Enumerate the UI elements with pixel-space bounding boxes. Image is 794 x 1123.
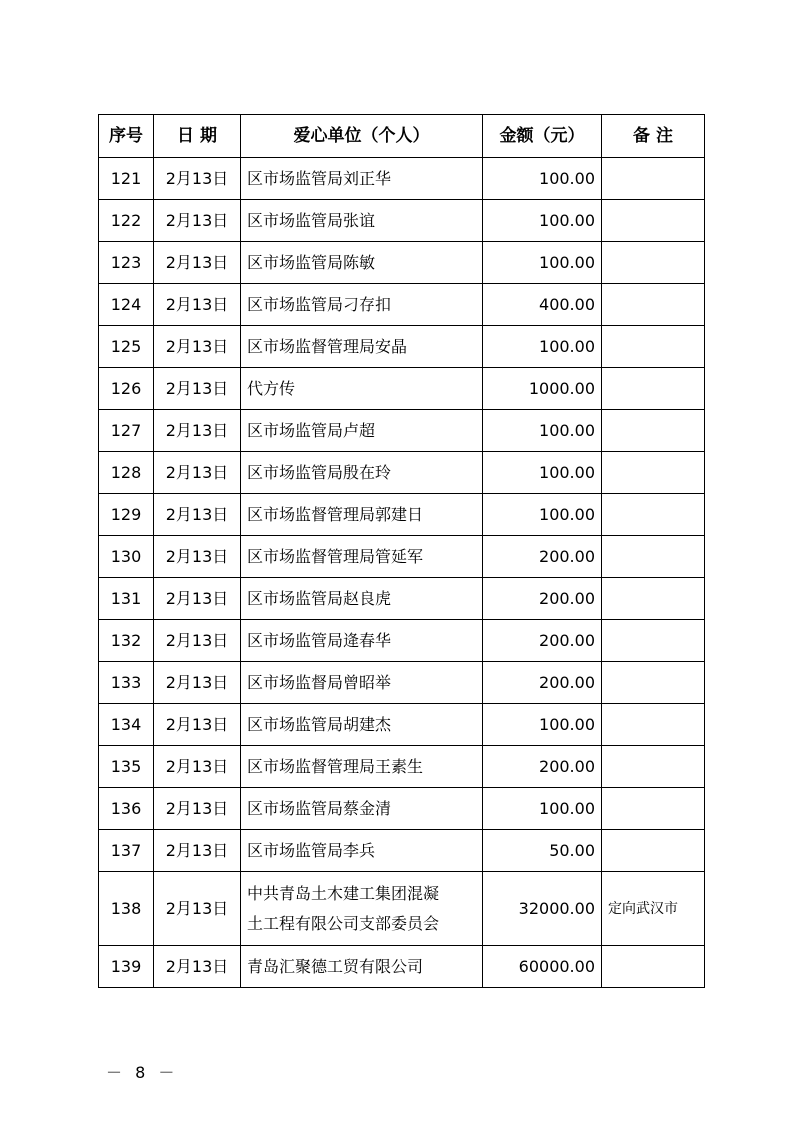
cell-amount: 100.00 <box>483 326 602 368</box>
table-row <box>99 578 705 620</box>
cell-amount: 100.00 <box>483 410 602 452</box>
cell-seq: 130 <box>99 536 154 578</box>
cell-date: 2月13日 <box>154 200 241 242</box>
cell-seq: 131 <box>99 578 154 620</box>
cell-donor: 区市场监管局张谊 <box>241 200 483 242</box>
cell-note <box>602 200 705 242</box>
cell-amount: 60000.00 <box>483 946 602 988</box>
cell-date: 2月13日 <box>154 830 241 872</box>
cell-note <box>602 578 705 620</box>
table-row <box>99 662 705 704</box>
cell-amount: 1000.00 <box>483 368 602 410</box>
cell-amount: 32000.00 <box>483 872 602 946</box>
cell-note <box>602 536 705 578</box>
header-note: 备 注 <box>602 115 705 158</box>
table-row <box>99 536 705 578</box>
table-row <box>99 494 705 536</box>
cell-seq: 137 <box>99 830 154 872</box>
cell-date: 2月13日 <box>154 788 241 830</box>
cell-seq: 133 <box>99 662 154 704</box>
cell-donor: 区市场监管局刁存扣 <box>241 284 483 326</box>
cell-donor: 区市场监管局卢超 <box>241 410 483 452</box>
cell-donor: 区市场监管局蔡金清 <box>241 788 483 830</box>
cell-seq: 123 <box>99 242 154 284</box>
cell-note <box>602 746 705 788</box>
cell-note <box>602 704 705 746</box>
donor-line-2: 土工程有限公司支部委员会 <box>247 913 440 933</box>
table-header-row <box>99 115 705 158</box>
cell-note: 定向武汉市 <box>602 872 705 946</box>
cell-seq: 124 <box>99 284 154 326</box>
cell-note <box>602 284 705 326</box>
cell-date: 2月13日 <box>154 704 241 746</box>
cell-donor: 区市场监督管理局王素生 <box>241 746 483 788</box>
cell-donor: 区市场监督管理局安晶 <box>241 326 483 368</box>
donor-line-1: 中共青岛土木建工集团混凝 <box>247 883 440 903</box>
cell-amount: 400.00 <box>483 284 602 326</box>
cell-note <box>602 158 705 200</box>
cell-amount: 100.00 <box>483 158 602 200</box>
cell-amount: 100.00 <box>483 704 602 746</box>
cell-donor: 区市场监管局李兵 <box>241 830 483 872</box>
cell-seq: 128 <box>99 452 154 494</box>
table-row <box>99 284 705 326</box>
cell-seq: 134 <box>99 704 154 746</box>
cell-note <box>602 662 705 704</box>
cell-date: 2月13日 <box>154 536 241 578</box>
table-row <box>99 200 705 242</box>
cell-amount: 100.00 <box>483 242 602 284</box>
cell-date: 2月13日 <box>154 494 241 536</box>
table-row <box>99 158 705 200</box>
cell-note <box>602 946 705 988</box>
table-row <box>99 946 705 988</box>
cell-seq: 136 <box>99 788 154 830</box>
cell-seq: 127 <box>99 410 154 452</box>
cell-date: 2月13日 <box>154 242 241 284</box>
page-number: － 8 － <box>106 1063 179 1082</box>
cell-donor: 代方传 <box>241 368 483 410</box>
table-row <box>99 452 705 494</box>
table-row <box>99 368 705 410</box>
cell-seq: 129 <box>99 494 154 536</box>
cell-donor: 青岛汇聚德工贸有限公司 <box>241 946 483 988</box>
cell-donor: 区市场监管局陈敏 <box>241 242 483 284</box>
cell-donor: 区市场监督管理局郭建日 <box>241 494 483 536</box>
cell-note <box>602 368 705 410</box>
cell-date: 2月13日 <box>154 452 241 494</box>
cell-donor: 区市场监督管理局管延军 <box>241 536 483 578</box>
cell-date: 2月13日 <box>154 872 241 946</box>
header-amount: 金额（元） <box>483 115 602 158</box>
cell-donor: 区市场监管局胡建杰 <box>241 704 483 746</box>
table-row <box>99 326 705 368</box>
table-row <box>99 704 705 746</box>
cell-amount: 200.00 <box>483 746 602 788</box>
cell-date: 2月13日 <box>154 284 241 326</box>
header-donor: 爱心单位（个人） <box>241 115 483 158</box>
cell-amount: 200.00 <box>483 536 602 578</box>
cell-seq: 138 <box>99 872 154 946</box>
cell-seq: 125 <box>99 326 154 368</box>
table-row <box>99 410 705 452</box>
cell-amount: 100.00 <box>483 788 602 830</box>
table-row <box>99 872 705 946</box>
cell-date: 2月13日 <box>154 578 241 620</box>
cell-note <box>602 452 705 494</box>
cell-date: 2月13日 <box>154 158 241 200</box>
cell-seq: 132 <box>99 620 154 662</box>
cell-amount: 200.00 <box>483 662 602 704</box>
cell-seq: 135 <box>99 746 154 788</box>
cell-note <box>602 326 705 368</box>
cell-donor: 区市场监管局殷在玲 <box>241 452 483 494</box>
cell-date: 2月13日 <box>154 410 241 452</box>
cell-note <box>602 788 705 830</box>
cell-date: 2月13日 <box>154 662 241 704</box>
table-row <box>99 746 705 788</box>
header-seq: 序号 <box>99 115 154 158</box>
cell-date: 2月13日 <box>154 368 241 410</box>
header-date: 日 期 <box>154 115 241 158</box>
cell-date: 2月13日 <box>154 946 241 988</box>
cell-date: 2月13日 <box>154 620 241 662</box>
cell-seq: 121 <box>99 158 154 200</box>
table-row <box>99 242 705 284</box>
table-row <box>99 620 705 662</box>
cell-donor: 区市场监管局逄春华 <box>241 620 483 662</box>
cell-amount: 50.00 <box>483 830 602 872</box>
cell-amount: 200.00 <box>483 620 602 662</box>
table-body <box>99 158 705 988</box>
cell-note <box>602 494 705 536</box>
cell-seq: 139 <box>99 946 154 988</box>
cell-date: 2月13日 <box>154 746 241 788</box>
cell-donor: 区市场监管局赵良虎 <box>241 578 483 620</box>
cell-date: 2月13日 <box>154 326 241 368</box>
cell-note <box>602 830 705 872</box>
cell-donor: 区市场监管局刘正华 <box>241 158 483 200</box>
table-row <box>99 830 705 872</box>
cell-note <box>602 410 705 452</box>
cell-amount: 100.00 <box>483 494 602 536</box>
table-row <box>99 788 705 830</box>
cell-amount: 100.00 <box>483 452 602 494</box>
cell-seq: 126 <box>99 368 154 410</box>
cell-note <box>602 620 705 662</box>
cell-donor: 区市场监督局曾昭举 <box>241 662 483 704</box>
cell-amount: 100.00 <box>483 200 602 242</box>
cell-seq: 122 <box>99 200 154 242</box>
cell-note <box>602 242 705 284</box>
cell-donor <box>241 872 483 946</box>
donation-table <box>98 114 705 988</box>
cell-amount: 200.00 <box>483 578 602 620</box>
